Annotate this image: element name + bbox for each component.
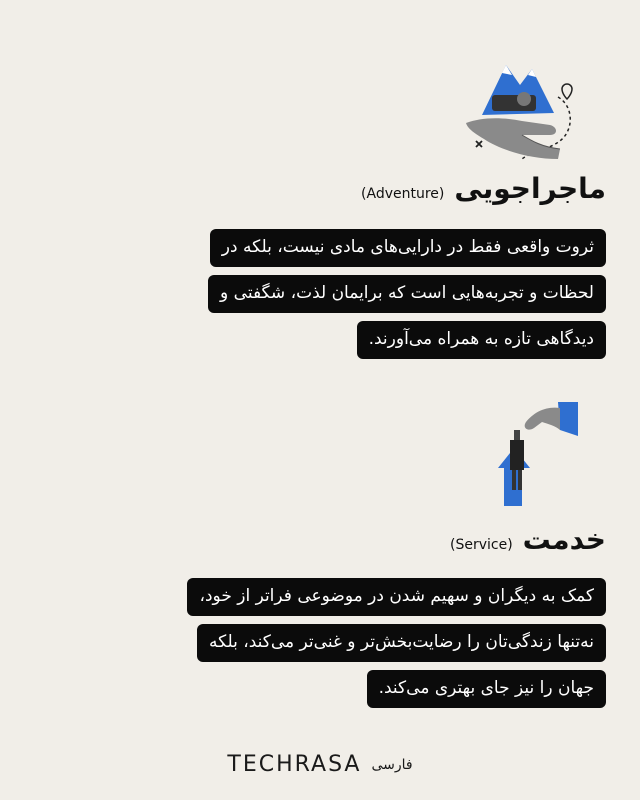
section-subtitle: (Adventure)	[361, 186, 445, 202]
text-line: دیدگاهی تازه به همراه می‌آورند.	[357, 321, 606, 359]
adventure-illustration-icon	[462, 55, 580, 163]
service-illustration-icon	[490, 400, 580, 508]
text-line: جهان را نیز جای بهتری می‌کند.	[367, 670, 606, 708]
brand-language: فارسی	[371, 756, 413, 773]
section-service-text	[187, 578, 606, 716]
text-line: کمک به دیگران و سهیم شدن در موضوعی فراتر از خود،	[187, 578, 606, 616]
section-adventure-text	[208, 229, 606, 367]
text-line: لحظات و تجربه‌هایی است که برایمان لذت، شگفتی و	[208, 275, 606, 313]
section-service-heading	[450, 523, 606, 556]
brand-logo: TECHRASA	[227, 752, 362, 777]
section-title: ماجراجویی	[454, 172, 606, 205]
section-subtitle: (Service)	[449, 537, 513, 553]
section-adventure-heading	[361, 172, 606, 205]
section-title: خدمت	[522, 523, 606, 556]
text-line: نه‌تنها زندگی‌تان را رضایت‌بخش‌تر و غنی‌تر می‌کند، بلکه	[197, 624, 606, 662]
text-line: ثروت واقعی فقط در دارایی‌های مادی نیست، بلکه در	[210, 229, 606, 267]
footer-brand	[0, 752, 640, 777]
